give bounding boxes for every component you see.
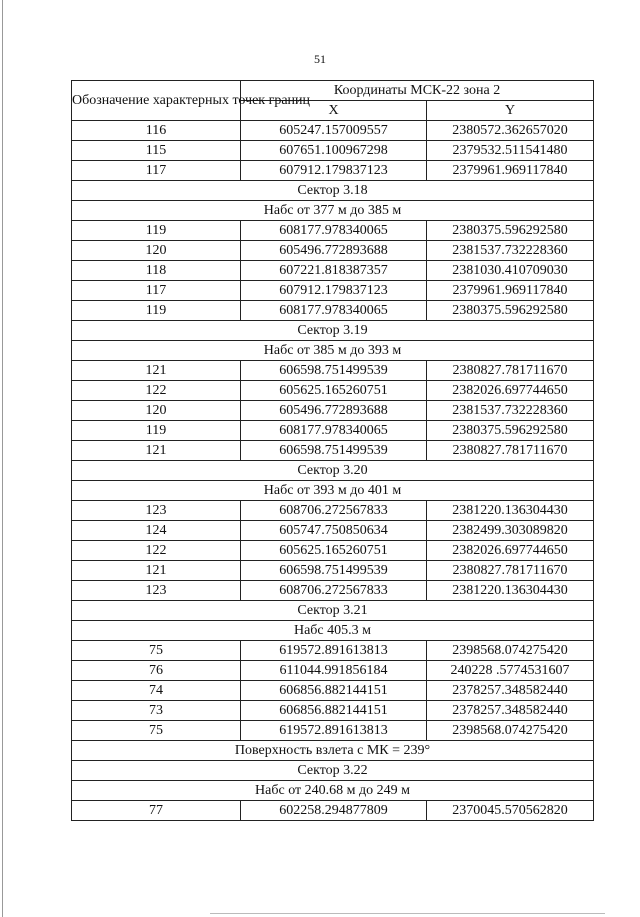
point-id-cell: 122 <box>72 541 241 561</box>
point-id-cell: 119 <box>72 301 241 321</box>
point-id-cell: 121 <box>72 561 241 581</box>
x-coordinate-cell: 605747.750850634 <box>241 521 427 541</box>
y-coordinate-cell: 2382026.697744650 <box>427 381 594 401</box>
sector-label: Сектор 3.18 <box>72 181 594 201</box>
table-row <box>72 301 594 321</box>
x-coordinate-cell: 606598.751499539 <box>241 441 427 461</box>
y-coordinate-cell: 2381537.732228360 <box>427 401 594 421</box>
table-row <box>72 361 594 381</box>
point-id-cell: 121 <box>72 361 241 381</box>
nabs-label: Набс от 240.68 м до 249 м <box>72 781 594 801</box>
y-coordinate-cell: 2381220.136304430 <box>427 501 594 521</box>
x-coordinate-cell: 611044.991856184 <box>241 661 427 681</box>
sector-label: Сектор 3.20 <box>72 461 594 481</box>
x-coordinate-cell: 607651.100967298 <box>241 141 427 161</box>
sector-label: Сектор 3.21 <box>72 601 594 621</box>
point-id-cell: 75 <box>72 721 241 741</box>
point-id-cell: 123 <box>72 581 241 601</box>
x-coordinate-cell: 608706.272567833 <box>241 501 427 521</box>
table-row <box>72 441 594 461</box>
x-coordinate-cell: 606598.751499539 <box>241 561 427 581</box>
coordinates-table <box>71 80 594 821</box>
table-row <box>72 501 594 521</box>
table-row <box>72 701 594 721</box>
table-row <box>72 641 594 661</box>
table-row <box>72 581 594 601</box>
x-coordinate-cell: 608177.978340065 <box>241 301 427 321</box>
x-coordinate-cell: 608177.978340065 <box>241 221 427 241</box>
sector-row <box>72 461 594 481</box>
y-coordinate-cell: 2380375.596292580 <box>427 221 594 241</box>
point-id-cell: 116 <box>72 121 241 141</box>
page-number: 51 <box>314 52 326 66</box>
x-coordinate-cell: 608706.272567833 <box>241 581 427 601</box>
sector-row <box>72 601 594 621</box>
sector-row <box>72 321 594 341</box>
point-id-cell: 119 <box>72 221 241 241</box>
x-coordinate-cell: 605247.157009557 <box>241 121 427 141</box>
sector-label: Сектор 3.22 <box>72 761 594 781</box>
nabs-row <box>72 201 594 221</box>
y-coordinate-cell: 2378257.348582440 <box>427 681 594 701</box>
surface-row <box>72 741 594 761</box>
y-column-header: Y <box>427 101 594 121</box>
nabs-label: Набс 405.3 м <box>72 621 594 641</box>
table-row <box>72 681 594 701</box>
surface-label: Поверхность взлета с МК = 239° <box>72 741 594 761</box>
x-coordinate-cell: 608177.978340065 <box>241 421 427 441</box>
x-coordinate-cell: 607912.179837123 <box>241 161 427 181</box>
x-coordinate-cell: 607912.179837123 <box>241 281 427 301</box>
x-coordinate-cell: 607221.818387357 <box>241 261 427 281</box>
point-id-cell: 115 <box>72 141 241 161</box>
y-coordinate-cell: 2380827.781711670 <box>427 441 594 461</box>
table-row <box>72 261 594 281</box>
nabs-label: Набс от 385 м до 393 м <box>72 341 594 361</box>
x-coordinate-cell: 619572.891613813 <box>241 721 427 741</box>
nabs-row <box>72 621 594 641</box>
point-id-cell: 124 <box>72 521 241 541</box>
point-id-cell: 76 <box>72 661 241 681</box>
table-row <box>72 661 594 681</box>
sector-row <box>72 181 594 201</box>
point-id-cell: 122 <box>72 381 241 401</box>
scan-edge-line <box>2 0 3 917</box>
x-column-header: X <box>241 101 427 121</box>
table-row <box>72 541 594 561</box>
point-id-cell: 118 <box>72 261 241 281</box>
table-row <box>72 141 594 161</box>
y-coordinate-cell: 2381537.732228360 <box>427 241 594 261</box>
y-coordinate-cell: 240228 .5774531607 <box>427 661 594 681</box>
y-coordinate-cell: 2379961.969117840 <box>427 161 594 181</box>
point-id-cell: 123 <box>72 501 241 521</box>
point-id-cell: 117 <box>72 161 241 181</box>
y-coordinate-cell: 2381220.136304430 <box>427 581 594 601</box>
point-id-cell: 117 <box>72 281 241 301</box>
point-id-cell: 120 <box>72 241 241 261</box>
y-coordinate-cell: 2380827.781711670 <box>427 361 594 381</box>
sector-label: Сектор 3.19 <box>72 321 594 341</box>
table-row <box>72 281 594 301</box>
x-coordinate-cell: 606856.882144151 <box>241 701 427 721</box>
x-coordinate-cell: 605496.772893688 <box>241 241 427 261</box>
point-id-cell: 74 <box>72 681 241 701</box>
scan-edge-line-bottom <box>210 913 605 914</box>
table-row <box>72 241 594 261</box>
table-row <box>72 381 594 401</box>
y-coordinate-cell: 2382499.303089820 <box>427 521 594 541</box>
y-coordinate-cell: 2381030.410709030 <box>427 261 594 281</box>
sector-row <box>72 761 594 781</box>
table-row <box>72 161 594 181</box>
x-coordinate-cell: 606598.751499539 <box>241 361 427 381</box>
nabs-row <box>72 781 594 801</box>
nabs-row <box>72 341 594 361</box>
point-id-cell: 120 <box>72 401 241 421</box>
point-id-cell: 73 <box>72 701 241 721</box>
y-coordinate-cell: 2379961.969117840 <box>427 281 594 301</box>
nabs-label: Набс от 393 м до 401 м <box>72 481 594 501</box>
coordinates-header: Координаты МСК-22 зона 2 <box>241 81 594 101</box>
x-coordinate-cell: 605625.165260751 <box>241 381 427 401</box>
y-coordinate-cell: 2378257.348582440 <box>427 701 594 721</box>
table-row <box>72 401 594 421</box>
table-row <box>72 121 594 141</box>
y-coordinate-cell: 2380572.362657020 <box>427 121 594 141</box>
points-column-header: Обозначение характерных точек границ <box>72 81 241 121</box>
point-id-cell: 119 <box>72 421 241 441</box>
x-coordinate-cell: 605625.165260751 <box>241 541 427 561</box>
x-coordinate-cell: 605496.772893688 <box>241 401 427 421</box>
x-coordinate-cell: 602258.294877809 <box>241 801 427 821</box>
y-coordinate-cell: 2379532.511541480 <box>427 141 594 161</box>
y-coordinate-cell: 2380375.596292580 <box>427 421 594 441</box>
table-row <box>72 221 594 241</box>
x-coordinate-cell: 619572.891613813 <box>241 641 427 661</box>
y-coordinate-cell: 2382026.697744650 <box>427 541 594 561</box>
nabs-row <box>72 481 594 501</box>
y-coordinate-cell: 2370045.570562820 <box>427 801 594 821</box>
table-row <box>72 721 594 741</box>
y-coordinate-cell: 2398568.074275420 <box>427 641 594 661</box>
table-row <box>72 801 594 821</box>
table-row <box>72 421 594 441</box>
y-coordinate-cell: 2380375.596292580 <box>427 301 594 321</box>
y-coordinate-cell: 2380827.781711670 <box>427 561 594 581</box>
table-body <box>72 121 594 821</box>
x-coordinate-cell: 606856.882144151 <box>241 681 427 701</box>
y-coordinate-cell: 2398568.074275420 <box>427 721 594 741</box>
point-id-cell: 77 <box>72 801 241 821</box>
point-id-cell: 121 <box>72 441 241 461</box>
table-row <box>72 521 594 541</box>
table-row <box>72 561 594 581</box>
point-id-cell: 75 <box>72 641 241 661</box>
nabs-label: Набс от 377 м до 385 м <box>72 201 594 221</box>
